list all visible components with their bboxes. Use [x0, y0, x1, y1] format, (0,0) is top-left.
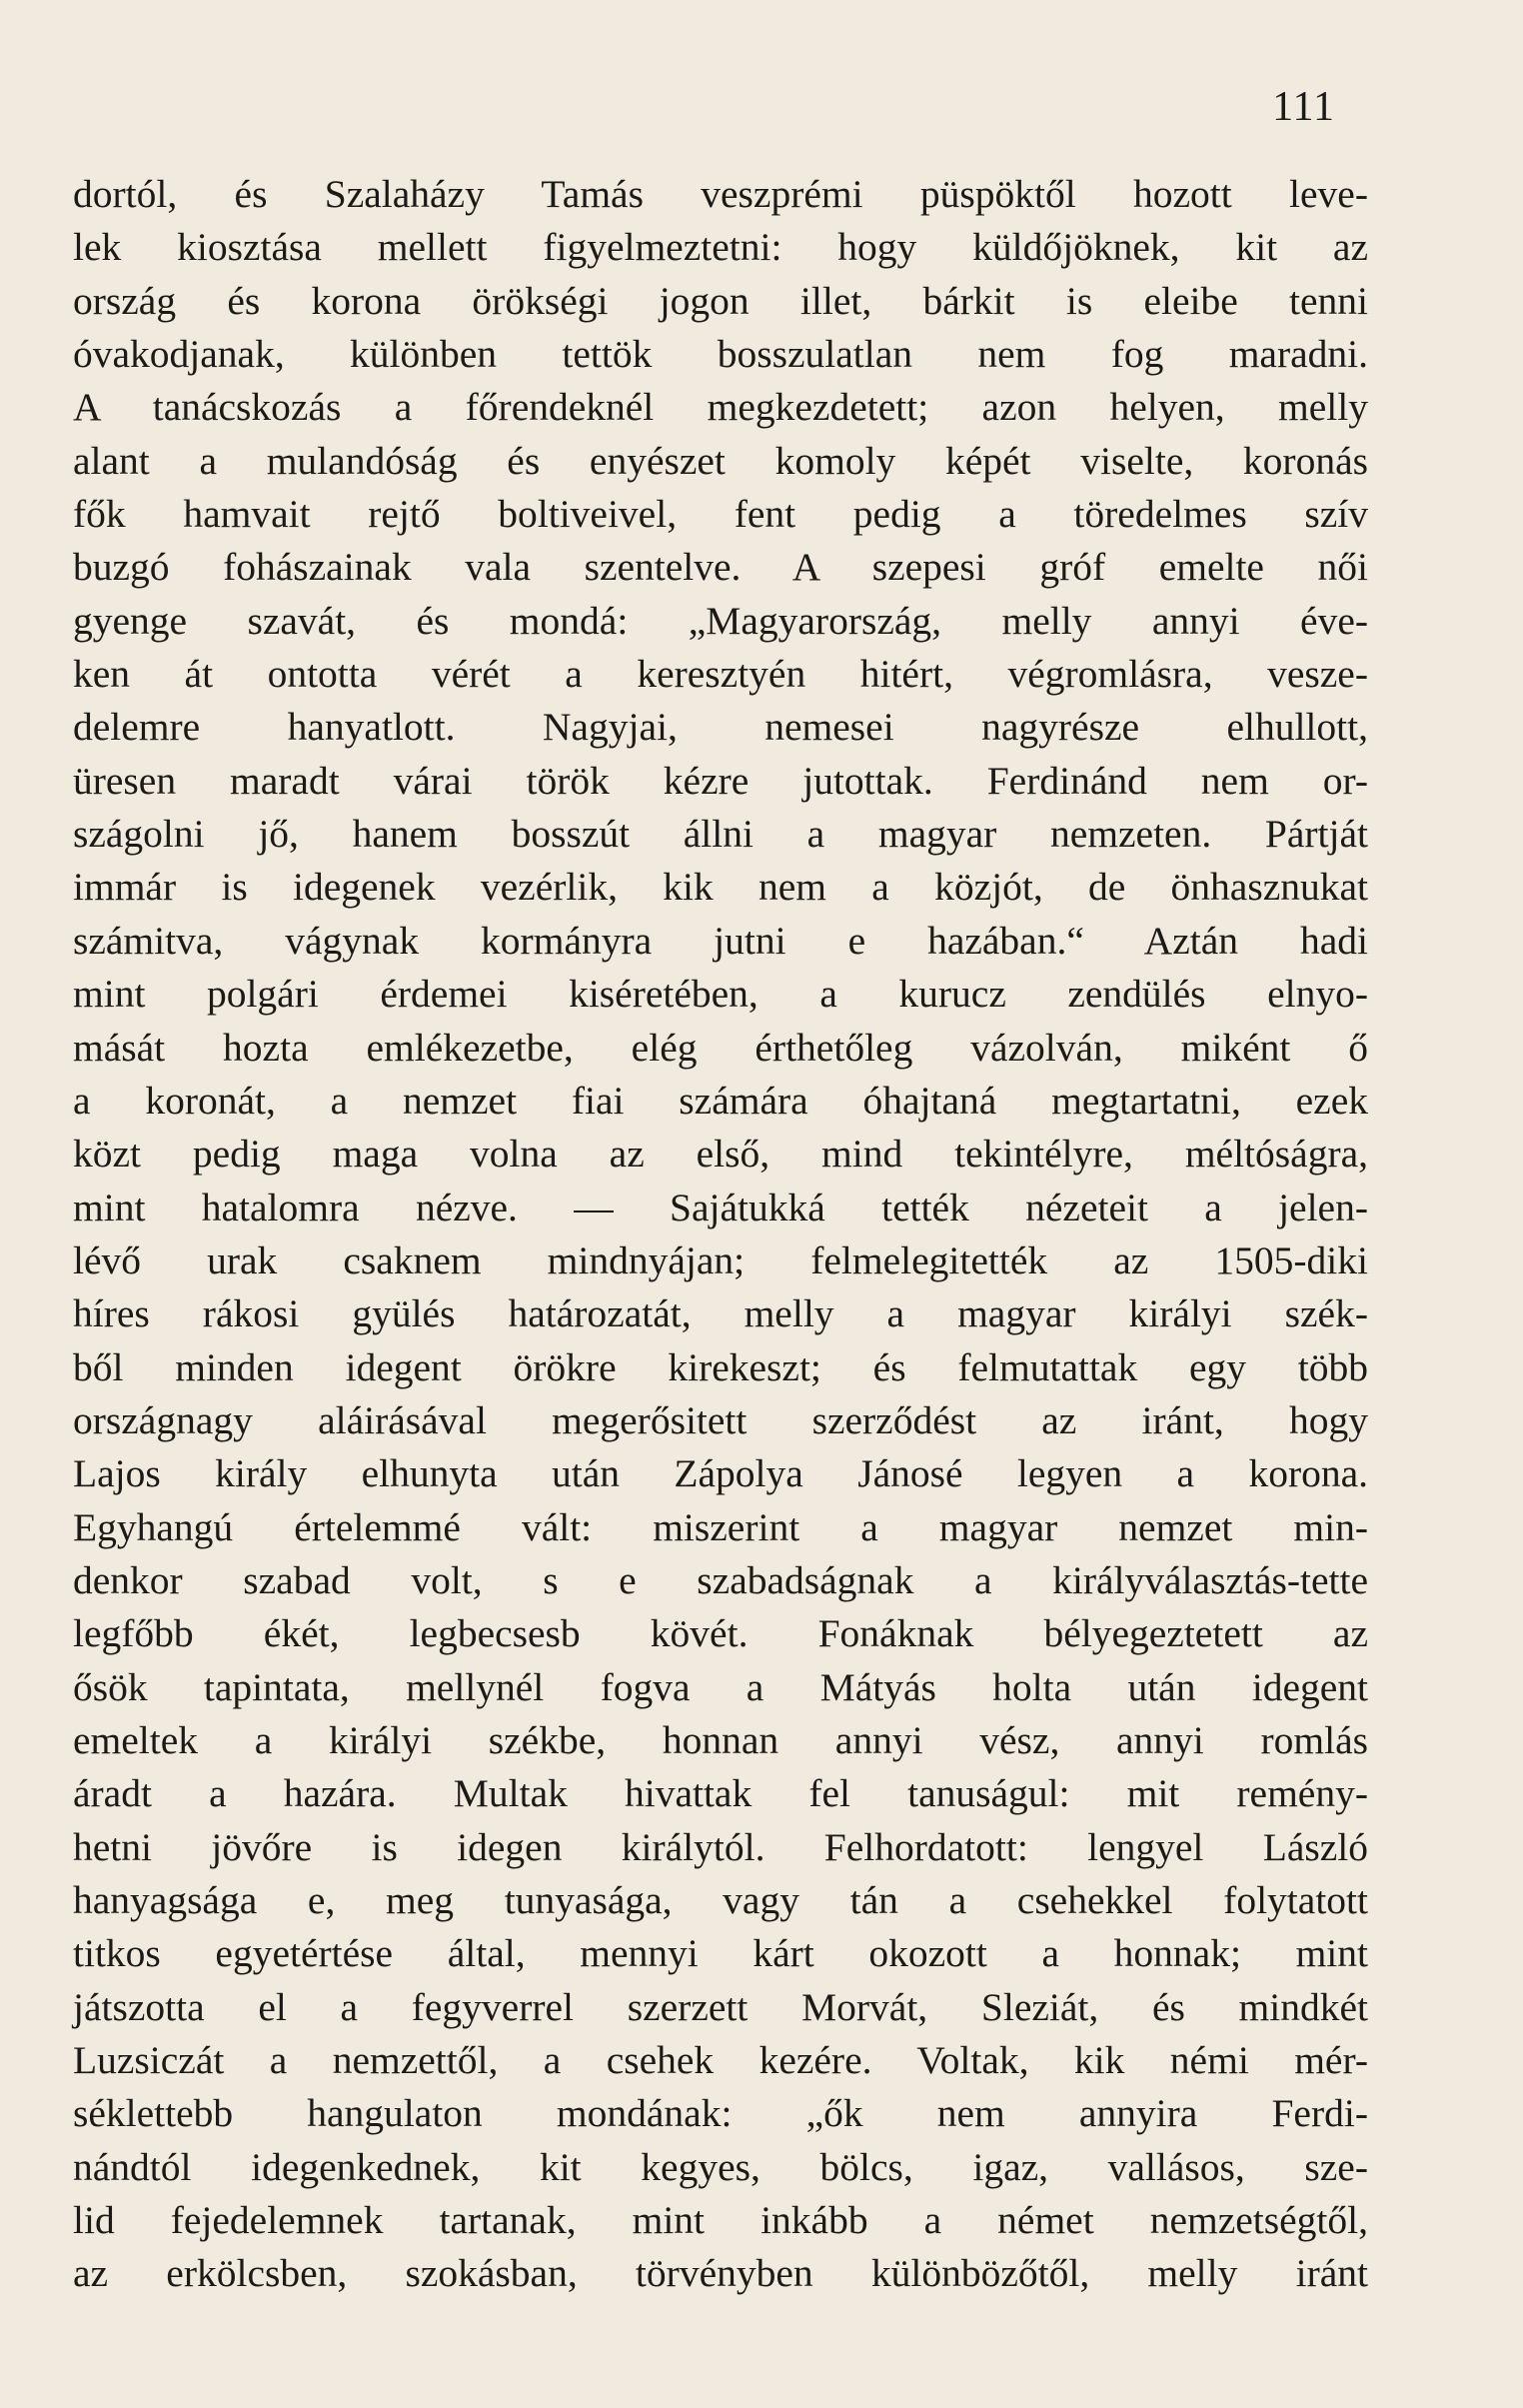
- text-line: lid fejedelemnek tartanak, mint inkább a német nemzetségtől,: [73, 2198, 1368, 2243]
- text-line: áradt a hazára. Multak hivattak fel tanuságul: mit remény-: [73, 1771, 1368, 1816]
- text-line: a koronát, a nemzet fiai számára óhajtaná megtartatni, ezek: [73, 1078, 1368, 1123]
- text-line: legfőbb ékét, legbecsesb kövét. Fonáknak bélyegeztetett az: [73, 1611, 1368, 1656]
- text-line: szágolni jő, hanem bosszút állni a magyar nemzeten. Pártját: [73, 812, 1368, 857]
- text-line: országnagy aláirásával megerősitett szerződést az iránt, hogy: [73, 1397, 1368, 1442]
- text-line: mását hozta emlékezetbe, elég érthetőleg vázolván, miként ő: [73, 1025, 1368, 1070]
- text-line: séklettebb hangulaton mondának: „ők nem annyira Ferdi-: [73, 2091, 1368, 2136]
- text-line: dortól, és Szalaházy Tamás veszprémi püspöktől hozott leve-: [73, 172, 1368, 216]
- text-line: emeltek a királyi székbe, honnan annyi vész, annyi romlás: [73, 1717, 1368, 1762]
- text-line: denkor szabad volt, s e szabadságnak a királyválasztás-tette: [73, 1557, 1368, 1602]
- text-line: hanyagsága e, meg tunyasága, vagy tán a csehekkel folytatott: [73, 1878, 1368, 1922]
- text-line: ken át ontotta vérét a keresztyén hitért, végromlásra, vesze-: [73, 652, 1368, 697]
- text-line: lévő urak csaknem mindnyájan; felmelegitették az 1505-diki: [73, 1237, 1368, 1282]
- text-line: fők hamvait rejtő boltiveivel, fent pedig a töredelmes szív: [73, 492, 1368, 537]
- text-line: Lajos király elhunyta után Zápolya Jánosé legyen a korona.: [73, 1451, 1368, 1496]
- text-line: A tanácskozás a főrendeknél megkezdetett; azon helyen, melly: [73, 385, 1368, 430]
- text-line: lek kiosztása mellett figyelmeztetni: hogy küldőjöknek, kit az: [73, 225, 1368, 270]
- text-line: hetni jövőre is idegen királytól. Felhordatott: lengyel László: [73, 1824, 1368, 1869]
- text-line: számitva, vágynak kormányra jutni e hazában.“ Aztán hadi: [73, 918, 1368, 963]
- text-line: Egyhangú értelemmé vált: miszerint a magyar nemzet min-: [73, 1504, 1368, 1549]
- text-line: mint hatalomra nézve. — Sajátukká tették nézeteit a jelen-: [73, 1185, 1368, 1229]
- text-line: delemre hanyatlott. Nagyjai, nemesei nagyrésze elhullott,: [73, 705, 1368, 750]
- text-line: alant a mulandóság és enyészet komoly képét viselte, koronás: [73, 438, 1368, 483]
- text-line: titkos egyetértése által, mennyi kárt okozott a honnak; mint: [73, 1931, 1368, 1976]
- text-line: ország és korona örökségi jogon illet, bárkit is eleibe tenni: [73, 278, 1368, 323]
- text-line: üresen maradt várai török kézre jutottak. Ferdinánd nem or-: [73, 758, 1368, 803]
- text-line: immár is idegenek vezérlik, kik nem a közjót, de önhasznukat: [73, 865, 1368, 910]
- text-line: Luzsiczát a nemzettől, a csehek kezére. Voltak, kik némi mér-: [73, 2038, 1368, 2083]
- text-line: nándtól idegenkednek, kit kegyes, bölcs, igaz, vallásos, sze-: [73, 2144, 1368, 2189]
- text-line: közt pedig maga volna az első, mind tekintélyre, méltóságra,: [73, 1132, 1368, 1177]
- text-line: ősök tapintata, mellynél fogva a Mátyás holta után idegent: [73, 1664, 1368, 1709]
- text-line: az erkölcsben, szokásban, törvényben különbözőtől, melly iránt: [73, 2251, 1368, 2296]
- page-number: 111: [1272, 84, 1335, 130]
- text-line: buzgó fohászainak vala szentelve. A szepesi gróf emelte női: [73, 545, 1368, 590]
- body-text: [73, 168, 1368, 2301]
- text-line: híres rákosi gyülés határozatát, melly a magyar királyi szék-: [73, 1291, 1368, 1336]
- text-line: ből minden idegent örökre kirekeszt; és felmutattak egy több: [73, 1344, 1368, 1389]
- text-line: óvakodjanak, különben tettök bosszulatlan nem fog maradni.: [73, 332, 1368, 377]
- text-line: játszotta el a fegyverrel szerzett Morvát, Sleziát, és mindkét: [73, 1984, 1368, 2029]
- text-line: mint polgári érdemei kiséretében, a kurucz zendülés elnyo-: [73, 972, 1368, 1017]
- text-line: gyenge szavát, és mondá: „Magyarország, melly annyi éve-: [73, 598, 1368, 643]
